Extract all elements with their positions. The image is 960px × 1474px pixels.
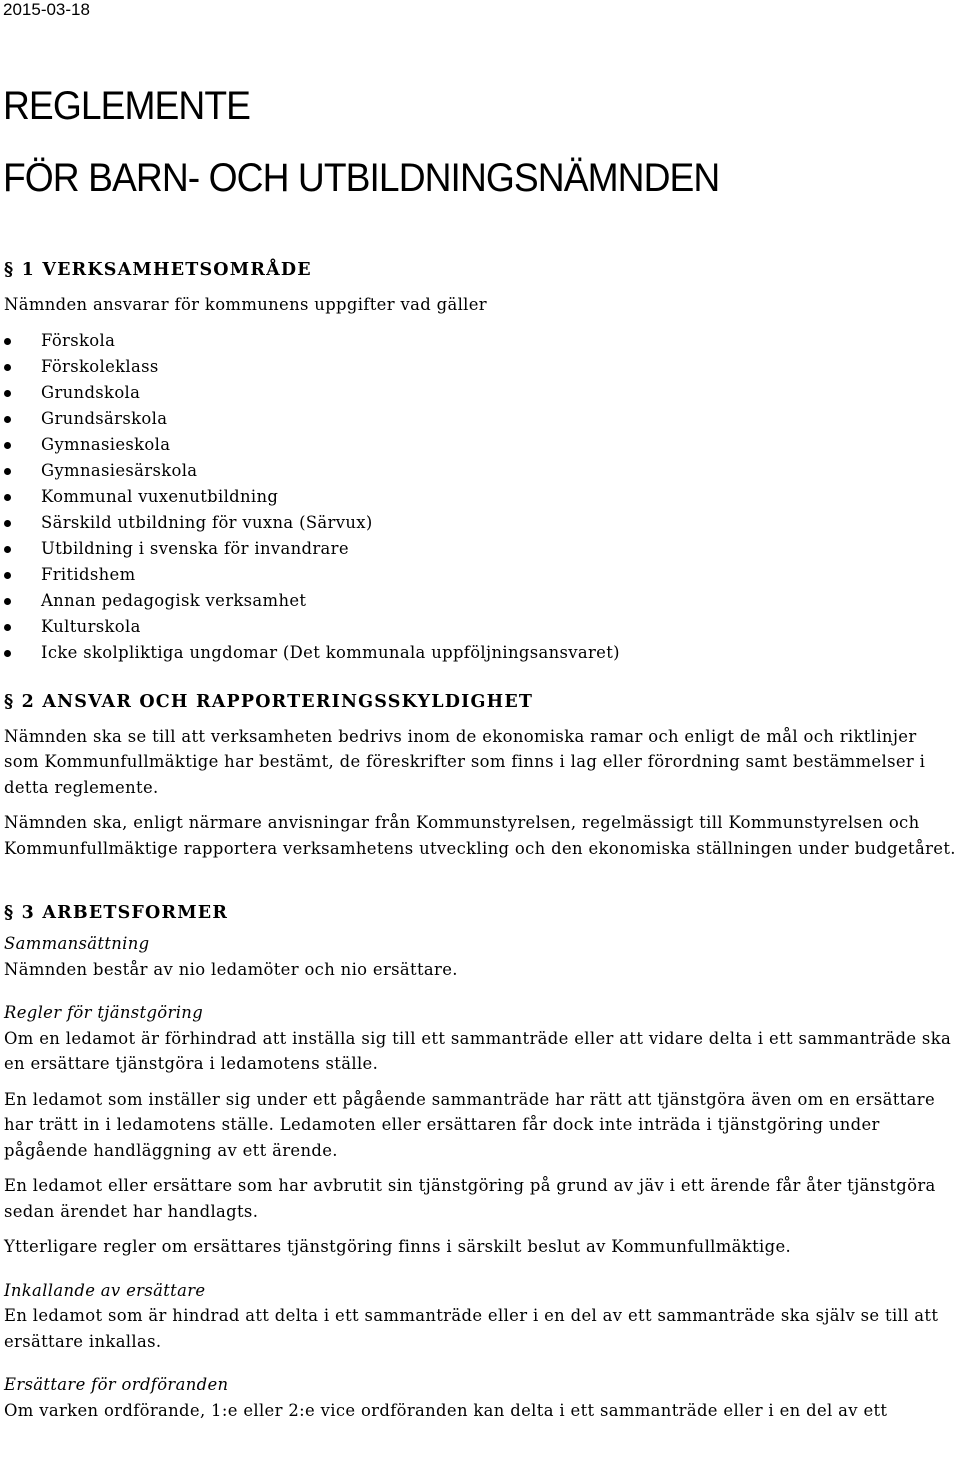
list-item (4, 588, 956, 614)
list-item (4, 458, 956, 484)
section-3-heading: § 3 ARBETSFORMER (4, 903, 229, 923)
subheading-ersattare-for-ordforanden: Ersättare för ordföranden (4, 1375, 229, 1394)
bullet-icon (4, 364, 11, 371)
bullet-icon (4, 624, 11, 631)
section-3-paragraph: Nämnden består av nio ledamöter och nio ersättare. (4, 959, 458, 979)
bullet-icon (4, 338, 11, 345)
title-line-1: REGLEMENTE (3, 84, 251, 128)
list-item-label: Utbildning i svenska för invandrare (41, 538, 349, 558)
document-date: 2015-03-18 (3, 0, 90, 19)
list-item (4, 432, 956, 458)
section-2-paragraph: Nämnden ska, enligt närmare anvisningar från Kommunstyrelsen, regelmässigt till Kommunstyrelsen och Kommunfullmäktige rapportera verksamhetens utveckling och den ekonomiska ställningen under budgetåret. (4, 813, 956, 858)
list-item-label: Förskoleklass (41, 356, 159, 376)
list-item (4, 640, 956, 666)
list-item (4, 562, 956, 588)
list-item-label: Gymnasieskola (41, 434, 171, 454)
section-1-intro: Nämnden ansvarar för kommunens uppgifter vad gäller (4, 295, 487, 314)
document-title (3, 70, 719, 214)
list-item (4, 354, 956, 380)
activity-list (4, 328, 956, 666)
bullet-icon (4, 468, 11, 475)
list-item-label: Fritidshem (41, 564, 136, 584)
section-3-paragraph: En ledamot eller ersättare som har avbrutit sin tjänstgöring på grund av jäv i ett ärende får åter tjänstgöra sedan ärendet har handlagts. (4, 1176, 936, 1221)
bullet-icon (4, 442, 11, 449)
list-item-label: Gymnasiesärskola (41, 460, 198, 480)
bullet-icon (4, 494, 11, 501)
section-2-heading: § 2 ANSVAR OCH RAPPORTERINGSSKYLDIGHET (4, 691, 534, 712)
bullet-icon (4, 520, 11, 527)
bullet-icon (4, 390, 11, 397)
bullet-icon (4, 416, 11, 423)
list-item (4, 536, 956, 562)
section-3-paragraph: En ledamot som är hindrad att delta i ett sammanträde eller i en del av ett sammanträde ska själv se till att ersättare inkallas. (4, 1306, 939, 1351)
bullet-icon (4, 546, 11, 553)
section-2-paragraph: Nämnden ska se till att verksamheten bedrivs inom de ekonomiska ramar och enligt de mål och riktlinjer som Kommunfullmäktige har bestämt, de föreskrifter som finns i lag eller förordning samt bestämmelser i detta reglemente. (4, 726, 926, 797)
section-3-paragraph: Ytterligare regler om ersättares tjänstgöring finns i särskilt beslut av Kommunfullmäktige. (4, 1237, 792, 1256)
section-3-paragraph: En ledamot som inställer sig under ett pågående sammanträde har rätt att tjänstgöra även om en ersättare har trätt in i ledamotens ställe. Ledamoten eller ersättaren får dock inte inträda i tjänstgöring under pågående handläggning av ett ärende. (4, 1089, 936, 1160)
subheading-regler-for-tjanstgoring: Regler för tjänstgöring (4, 1003, 204, 1022)
subheading-inkallande-av-ersattare: Inkallande av ersättare (4, 1280, 206, 1300)
list-item-label: Kommunal vuxenutbildning (41, 486, 279, 506)
section-1-heading: § 1 VERKSAMHETSOMRÅDE (4, 260, 312, 280)
list-item (4, 510, 956, 536)
bullet-icon (4, 598, 11, 605)
bullet-icon (4, 572, 11, 579)
list-item (4, 406, 956, 432)
bullet-icon (4, 650, 11, 657)
list-item-label: Annan pedagogisk verksamhet (41, 590, 307, 610)
list-item-label: Särskild utbildning för vuxna (Särvux) (41, 512, 373, 532)
list-item (4, 380, 956, 406)
section-3-paragraph: Om en ledamot är förhindrad att inställa sig till ett sammanträde eller att vidare delta i ett sammanträde ska en ersättare tjänstgöra i ledamotens ställe. (4, 1028, 952, 1073)
list-item-label: Förskola (41, 330, 116, 350)
title-line-2: FÖR BARN- OCH UTBILDNINGSNÄMNDEN (3, 156, 720, 200)
list-item-label: Icke skolpliktiga ungdomar (Det kommunala uppföljningsansvaret) (41, 642, 620, 662)
list-item (4, 328, 956, 354)
subheading-sammansattning: Sammansättning (4, 934, 150, 953)
list-item-label: Grundsärskola (41, 408, 168, 428)
section-3-paragraph: Om varken ordförande, 1:e eller 2:e vice ordföranden kan delta i ett sammanträde eller i en del av ett (4, 1400, 888, 1420)
document-body (4, 256, 956, 1423)
list-item-label: Kulturskola (41, 616, 141, 636)
list-item (4, 614, 956, 640)
list-item (4, 484, 956, 510)
list-item-label: Grundskola (41, 382, 141, 402)
